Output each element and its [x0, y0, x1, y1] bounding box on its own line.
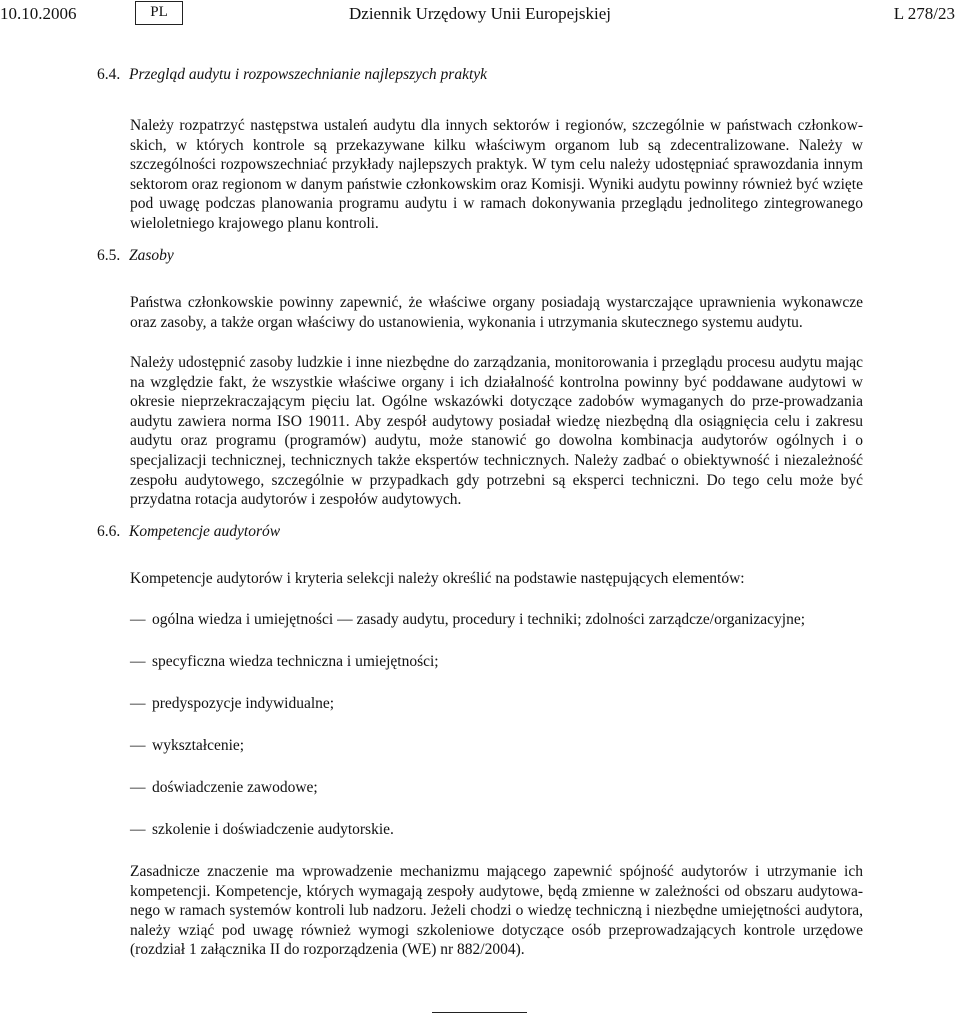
list-item: [130, 652, 863, 672]
section-heading-6-5: [97, 247, 174, 265]
publication-date: 10.10.2006: [0, 4, 77, 23]
footer-divider: [432, 1012, 527, 1013]
section-6-6-closing: Zasadnicze znaczenie ma wprowadzenie mechanizmu mającego zapewnić spójność audytorów i utrzymanie ich kompetencji. Kompetencje, których wymagają zespoły audytowe, będą zmienne w zależności od obszaru audytowa-nego w ramach systemów kontroli lub nadzoru. Jeżeli chodzi o wiedzę techniczną i niezbędne umiejętności audytora, należy wziąć pod uwagę również wymogi szkoleniowe dotyczące osób przeprowadzających kontrole urzędowe (rozdział 1 załącznika II do rozporządzenia (WE) nr 882/2004).: [130, 863, 863, 959]
journal-title: Dziennik Urzędowy Unii Europejskiej: [349, 4, 612, 23]
bullet-dash: —: [130, 611, 146, 628]
section-number: 6.6.: [97, 523, 121, 540]
section-heading-6-6: [97, 523, 280, 541]
list-item: [130, 736, 863, 756]
list-item: [130, 778, 863, 798]
list-item-text: ogólna wiedza i umiejętności — zasady audytu, procedury i techniki; zdolności zarządcze/organizacyjne;: [152, 611, 806, 628]
bullet-dash: —: [130, 695, 146, 712]
bullet-dash: —: [130, 821, 146, 838]
section-number: 6.4.: [97, 66, 121, 83]
section-heading-6-4: [97, 66, 487, 84]
section-number: 6.5.: [97, 247, 121, 264]
bullet-dash: —: [130, 653, 146, 670]
list-item-text: wykształcenie;: [152, 737, 245, 754]
list-item-text: predyspozycje indywidualne;: [152, 695, 335, 712]
section-6-6-intro: Kompetencje audytorów i kryteria selekcji należy określić na podstawie następujących elementów:: [130, 570, 745, 587]
section-6-5-paragraph-1: Państwa członkowskie powinny zapewnić, że właściwe organy posiadają wystarczające uprawnienia wykonawcze oraz zasoby, a także organ właściwy do ustanowienia, wykonania i utrzymania skutecznego systemu audytu.: [130, 294, 863, 331]
list-item-text: szkolenie i doświadczenie audytorskie.: [152, 821, 394, 838]
page-header: [0, 0, 960, 36]
list-item: [130, 610, 863, 630]
section-6-4-paragraph: Należy rozpatrzyć następstwa ustaleń audytu dla innych sektorów i regionów, szczególnie w państwach członkow-skich, w których kontrole są przekazywane kilku właściwym organom lub są zdecentralizowane. Należy w szczególności rozpowszechniać przykłady najlepszych praktyk. W tym celu należy udostępniać sprawozdania innym sektorom oraz regionom w danym państwie członkowskim oraz Komisji. Wyniki audytu powinny również być wzięte pod uwagę podczas planowania programu audytu i w ramach dokonywania przeglądu jednolitego zintegrowanego wieloletniego krajowego planu kontroli.: [130, 117, 863, 232]
bullet-dash: —: [130, 779, 146, 796]
list-item: [130, 820, 863, 840]
page-reference: L 278/23: [893, 4, 955, 23]
section-title: Kompetencje audytorów: [129, 523, 281, 540]
bullet-dash: —: [130, 737, 146, 754]
list-item-text: doświadczenie zawodowe;: [152, 779, 318, 796]
list-item: [130, 694, 863, 714]
language-badge: PL: [135, 1, 183, 25]
section-title: Przegląd audytu i rozpowszechnianie najlepszych praktyk: [129, 66, 488, 83]
section-title: Zasoby: [129, 247, 174, 264]
list-item-text: specyficzna wiedza techniczna i umiejętności;: [152, 653, 439, 670]
section-6-5-paragraph-2: Należy udostępnić zasoby ludzkie i inne niezbędne do zarządzania, monitorowania i przeglądu procesu audytu mając na względzie fakt, że wszystkie właściwe organy i ich działalność kontrolna powinny być poddawane audytowi w okresie nieprzekraczającym pięciu lat. Ogólne wskazówki dotyczące zadobów wymaganych do prze-prowadzania audytu zawiera norma ISO 19011. Aby zespół audytowy posiadał wiedzę niezbędną dla osiągnięcia celu i zakresu audytu oraz programu (programów) audytu, może stanowić go dowolna kombinacja audytorów ogólnych i o specjalizacji technicznej, technicznych także ekspertów technicznych. Należy zadbać o obiektywność i niezależność zespołu audytowego, szczególnie w przypadkach gdy potrzebni są eksperci techniczni. Do tego celu może być przydatna rotacja audytorów i zespołów audytowych.: [130, 354, 863, 509]
